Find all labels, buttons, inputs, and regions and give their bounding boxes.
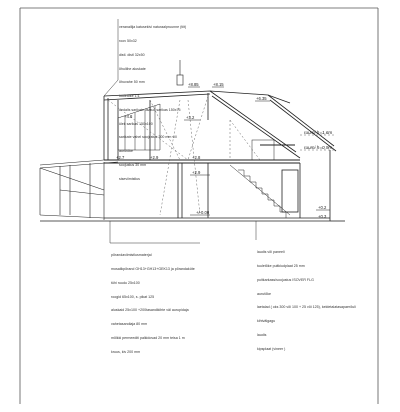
roof-note-line: dedalis sarikate lisatud sarikas 150x75 bbox=[119, 107, 181, 112]
floor-note-line: tühi ruudu 25x100 bbox=[111, 280, 140, 285]
roof-note-line: aurutõke bbox=[119, 149, 133, 154]
wall-note-line: tuuletõke puitkiudplaat 25 mm bbox=[257, 263, 305, 268]
level-markers bbox=[184, 87, 333, 215]
level-label-4: +3.2 bbox=[186, 115, 195, 120]
wall-note-line: laudis või paneeli bbox=[257, 250, 285, 255]
wall-note-line: aurutõke bbox=[257, 291, 271, 296]
floor-note-line: kruus, kiv 200 mm bbox=[111, 349, 141, 354]
roof-note-line: roov 50x32 bbox=[119, 38, 137, 43]
floor-buildup-note bbox=[111, 244, 195, 359]
wall-note-line: kipsplaat (vineer ) bbox=[257, 346, 286, 351]
level-label-2: +8.15 bbox=[213, 82, 224, 87]
roof-note-line: soojustus 30 mm bbox=[119, 163, 147, 167]
floor-note-line: mosaiikpõrand GH13+GH13+GEK13 ja põrandaküte bbox=[111, 266, 195, 271]
wall-note-line: laudis bbox=[257, 332, 267, 337]
level-label-3: +6.35 bbox=[256, 96, 267, 101]
level-label-8: +2.7 bbox=[116, 155, 125, 160]
roof-buildup-note bbox=[119, 16, 186, 186]
level-label-5: +2.8 bbox=[192, 155, 201, 160]
floor-note-line: aluskaid 25x100 +200tasandikihte väl aurupidaja bbox=[111, 308, 189, 313]
floor-note-line: roogid 65x100, s. pikat 125 bbox=[111, 294, 155, 299]
wall-buildup-note bbox=[257, 241, 356, 356]
level-label-6: +2.9 bbox=[150, 155, 159, 160]
left-roof-slope bbox=[40, 160, 118, 220]
floor-note-line: mõlkki permeediti palkidovad 20 mm teisa 1 m bbox=[111, 335, 185, 340]
level-label-10: +0.3 bbox=[318, 214, 327, 219]
room-height-upper: ruumi h=1,6m bbox=[304, 130, 333, 135]
floor-note-line: põrandaviimistlusmaterjal bbox=[111, 253, 152, 258]
roof-note-line: sarikate vahel soojustus 200 mm vill bbox=[119, 135, 177, 140]
floor-note-leader bbox=[110, 221, 200, 243]
level-label-9: +0.2 bbox=[318, 205, 327, 210]
level-label-1: +8.85 bbox=[188, 82, 199, 87]
roof-note-line: distl. distl 32x50 bbox=[119, 52, 145, 57]
roof-note-line: õhuliihe aluskate bbox=[119, 66, 146, 71]
roof-note-line: veranailija katusekivi naturaalpruunne (tiit) bbox=[119, 25, 187, 30]
wall-note-line: kihtvälgagu bbox=[257, 319, 276, 324]
room-height-lower: ruumi h=0,9m bbox=[304, 145, 333, 150]
floor-note-line: vahetasandiaja 80 mm bbox=[111, 322, 148, 327]
level-label-11: +/-0.00 bbox=[196, 210, 210, 215]
level-label-12: +4.8 bbox=[124, 114, 133, 119]
roof-note-line: tuuletõke 1:1 bbox=[119, 94, 140, 99]
wall-note-line: laetalad ( oks 300 või 100 + 25 või 125), keldetalatasapaerõuli bbox=[257, 305, 356, 310]
roof-note-line: ülek sarikas 150x100 bbox=[119, 121, 153, 126]
staircase bbox=[230, 140, 290, 218]
wall-note-line: puitkarkass/soojustus ISOVER FLG bbox=[257, 277, 314, 282]
roof-note-line: õhuvahe 50 mm bbox=[119, 80, 145, 85]
roof-note-line: siseviimistlus bbox=[119, 176, 140, 181]
roof-note-bracket bbox=[104, 19, 118, 96]
level-label-7: +2.9 bbox=[192, 170, 201, 175]
